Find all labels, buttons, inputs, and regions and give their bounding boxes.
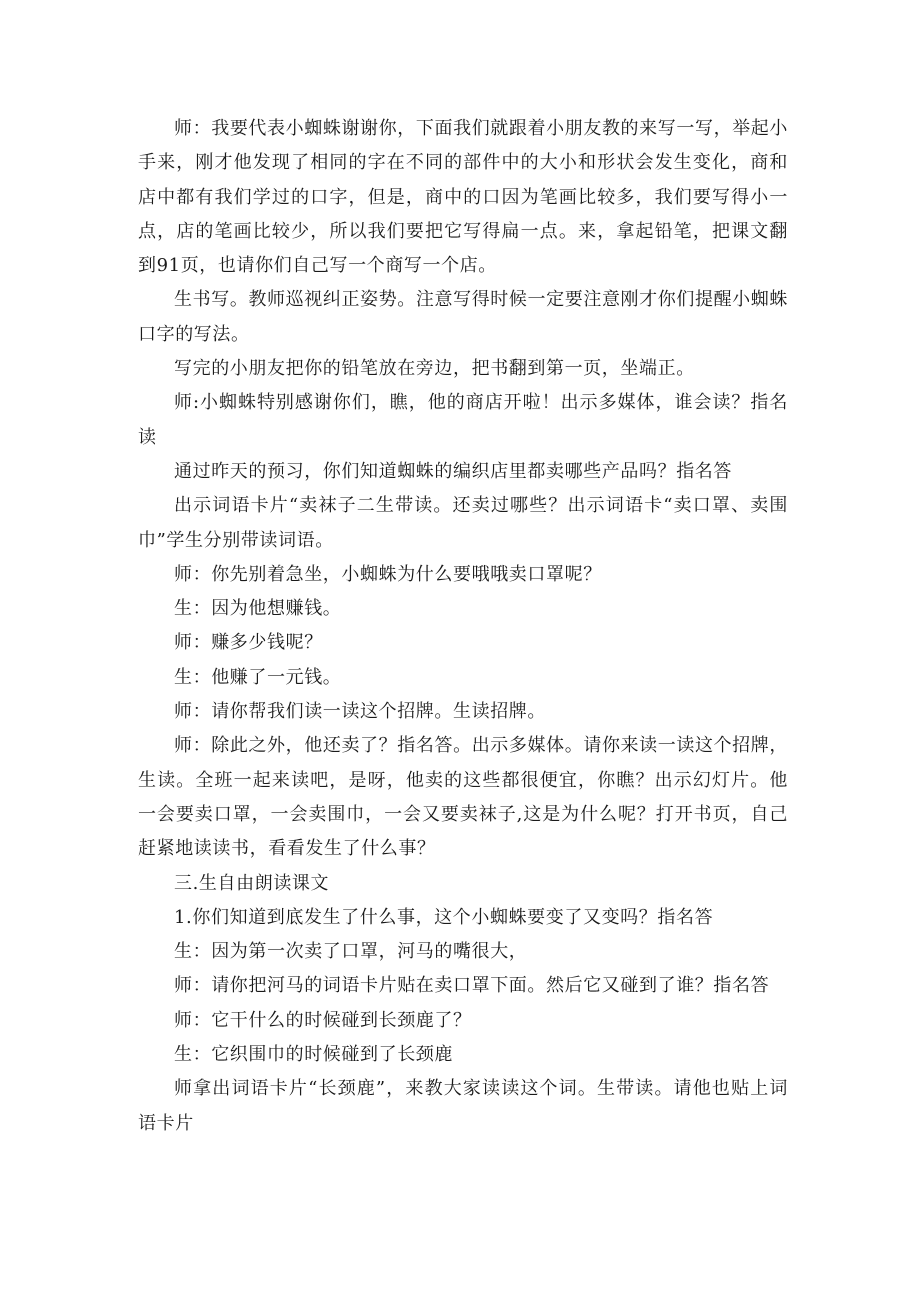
paragraph-3: 写完的小朋友把你的铅笔放在旁边，把书翻到第一页，坐端正。 [174, 358, 695, 380]
paragraph-5: 通过昨天的预习，你们知道蜘蛛的编织店里都卖哪些产品吗？指名答 [174, 460, 732, 482]
paragraph-17: 师：它干什么的时候碰到长颈鹿了？ [174, 1009, 472, 1031]
paragraph-7: 师：你先别着急坐，小蜘蛛为什么要哦哦卖口罩呢？ [174, 563, 602, 585]
paragraph-9: 师：赚多少钱呢？ [174, 632, 323, 654]
document-page [138, 112, 788, 1141]
paragraph-1: 师：我要代表小蜘蛛谢谢你，下面我们就跟着小朋友教的来写一写，举起小手来，刚才他发现了相同的字在不同的部件中的大小和形状会发生变化，商和店中都有我们学过的口字，但是，商中的口因为笔画比较多，我们要写得小一点，店的笔画比较少，所以我们要把它写得扁一点。来，拿起铅笔，把课文翻到91页，也请你们自己写一个商写一个店。 [138, 118, 788, 277]
paragraph-14: 1.你们知道到底发生了什么事，这个小蜘蛛要变了又变吗？指名答 [174, 906, 714, 928]
paragraph-15: 生：因为第一次卖了口罩，河马的嘴很大， [174, 941, 528, 963]
paragraph-11: 师：请你帮我们读一读这个招牌。生读招牌。 [174, 701, 546, 723]
paragraph-16: 师：请你把河马的词语卡片贴在卖口罩下面。然后它又碰到了谁？指名答 [174, 975, 770, 997]
paragraph-12: 师：除此之外，他还卖了？指名答。出示多媒体。请你来读一读这个招牌，生读。全班一起来读吧，是呀，他卖的这些都很便宜，你瞧？出示幻灯片。他一会要卖口罩，一会卖围巾，一会又要卖袜子,这是为什么呢？打开书页，自己赶紧地读读书，看看发生了什么事？ [138, 735, 788, 860]
paragraph-4: 师:小蜘蛛特别感谢你们，瞧，他的商店开啦！出示多媒体，谁会读？指名读 [138, 392, 788, 448]
paragraph-10: 生：他赚了一元钱。 [174, 666, 342, 688]
paragraph-2: 生书写。教师巡视纠正姿势。注意写得时候一定要注意刚才你们提醒小蜘蛛口字的写法。 [138, 289, 788, 345]
section-heading: 三.生自由朗读课文 [174, 872, 330, 894]
paragraph-6: 出示词语卡片“卖袜子二生带读。还卖过哪些？出示词语卡“卖口罩、卖围巾”学生分别带读词语。 [138, 495, 788, 551]
paragraph-19: 师拿出词语卡片“长颈鹿”，来教大家读读这个词。生带读。请他也贴上词语卡片 [138, 1078, 788, 1134]
paragraph-18: 生：它织围巾的时候碰到了长颈鹿 [174, 1044, 453, 1066]
paragraph-8: 生：因为他想赚钱。 [174, 598, 342, 620]
